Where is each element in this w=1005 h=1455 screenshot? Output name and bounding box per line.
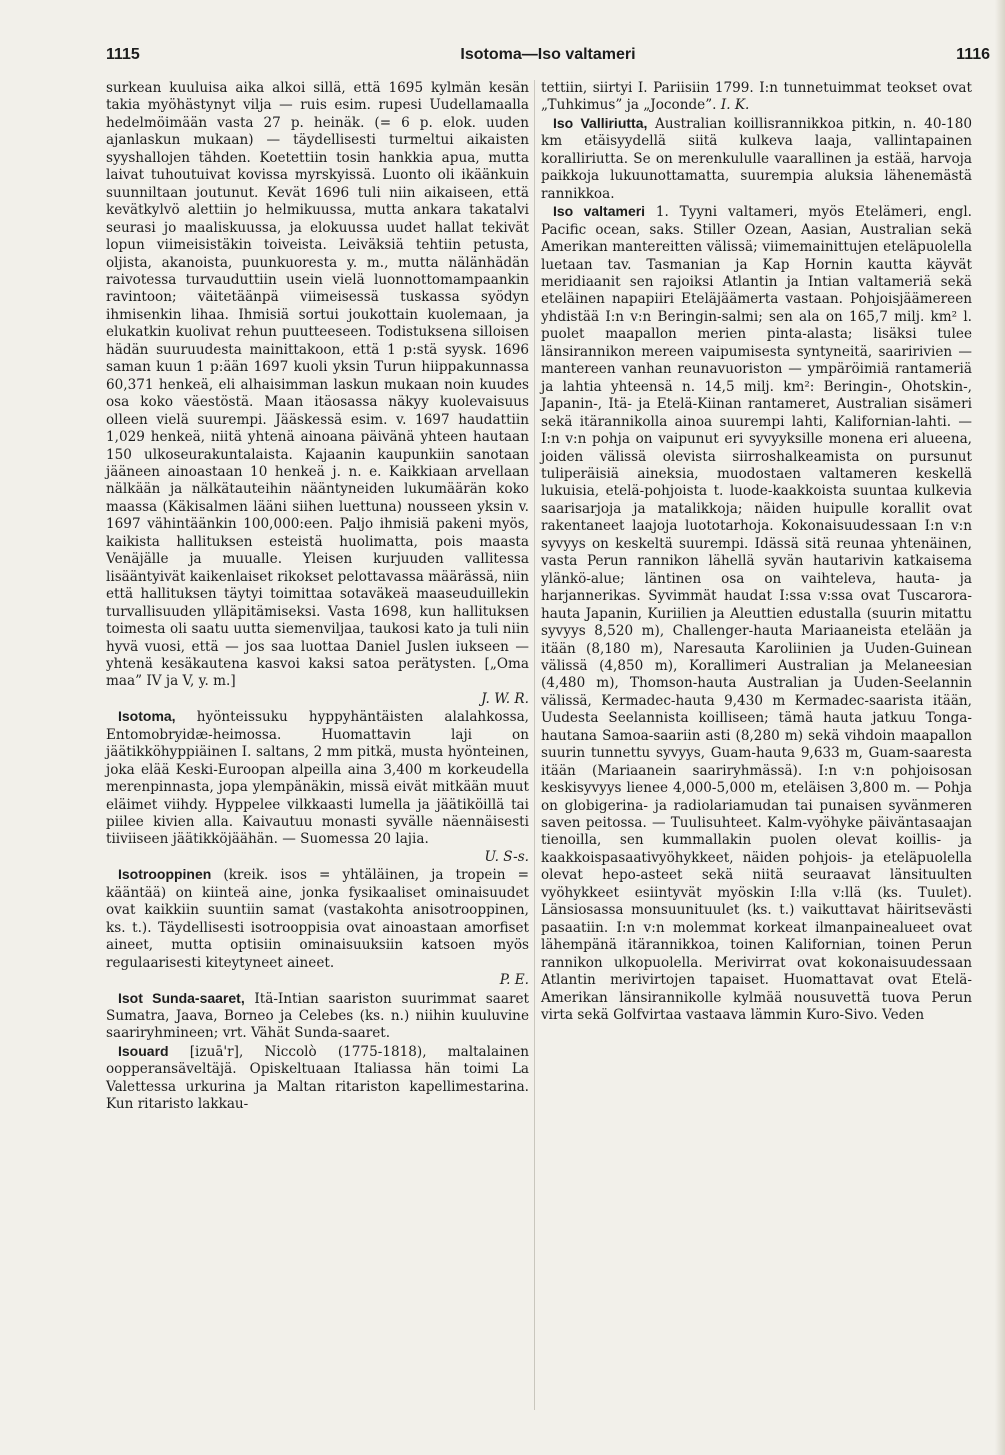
article-entry-isotoma: Isotoma, hyönteissuku hyppyhäntäisten alalahkossa, Entomobryidæ-heimossa. Huomattavin laji on jäätikköhyppiäinen I. saltans, 2 mm pitkä, musta hyönteinen, joka elää Keski-Euroopan alpeilla aina 3,400 m korkeudella merenpinnasta, jopa ylempänäkin, missä eivät mitkään muut eläimet viihdy. Hyppelee vilkkaasti lumella ja jäätiköillä tai piilee kivien alla. Kaivautuu monasti syvälle näennäisesti tiiviiseen jäätikköjäähän. — Suomessa 20 lajia. U. S-s.	[106, 708, 529, 865]
page-number-left: 1115	[106, 46, 140, 63]
author-signature: I. K.	[720, 97, 750, 114]
article-entry-isotrooppinen: Isotrooppinen (kreik. isos = yhtäläinen, ja tropein = kääntää) on kiinteä aine, jonka fysikaaliset ominaisuudet ovat kaikkiin suuntiin samat (vastakohta anisotrooppinen, ks. t.). Täydellisesti isotrooppisia ovat ainoastaan amorfiset aineet, mutta optisiin ominaisuuksiin katsoen myös regulaarisesti kiteytyneet aineet. P. E.	[106, 866, 529, 989]
column-divider	[534, 80, 535, 1410]
headword: Isotrooppinen	[118, 866, 212, 883]
page-binding-edge	[995, 0, 1005, 1455]
headword: Isouard	[118, 1042, 169, 1059]
article-entry-iso-valliriutta: Iso Valliriutta, Australian koillisrannikkoa pitkin, n. 40-180 km etäisyydellä siitä kulkeva laaja, vallintapainen koralliriutta. Se on merenkululle vaarallinen ja estää, harvoja paikkoja lukuunottamatta, suurempia aluksia lähenemästä rannikkoa.	[541, 114, 973, 202]
headword: Isot Sunda-saaret,	[118, 989, 245, 1006]
author-signature: J. W. R.	[481, 690, 529, 707]
page-number-right: 1116	[956, 46, 990, 63]
article-entry-isot-sunda-saaret: Isot Sunda-saaret, Itä-Intian saariston suurimmat saaret Sumatra, Jaava, Borneo ja Celebes (ks. n.) niihin kuuluvine saariryhmineen; vrt. Vähät Sunda-saaret.	[106, 989, 529, 1042]
author-signature: U. S-s.	[484, 848, 529, 865]
article-entry-iso-valtameri: Iso valtameri 1. Tyyni valtameri, myös Etelämeri, engl. Pacific ocean, saks. Stiller Ozean, Aasian, Australian sekä Amerikan mantereitten välissä; viimemainittujen eteläpuolella luetaan tav. Tasmanian ja Kap Hornin kautta käyvät meridiaanit sen rajoiksi Atlantin ja Intian valtameriä sekä eteläinen napapiiri Eteläjäämerta vastaan. Pohjoisjäämereen yhdistää I:n v:n Beringin-salmi; sen ala on 165,7 milj. km² l. puolet maapallon merien pinta-alasta; lisäksi tulee länsirannikon mereen vaipumisesta syntyneitä, saaririvien — mantereen vanhan reunavuoriston — ympäröimiä rantameriä ja lahtia yhteensä n. 14,5 milj. km²: Beringin-, Ohotskin-, Japanin-, Itä- ja Etelä-Kiinan rantameret, Australian sisämeri sekä itärannikolla ainoa suurempi lahti, Kalifornian-lahti. — I:n v:n pohja on vaipunut eri syvyyksille monena eri alueena, joiden välissä olevista siirroshalkeamista on pursunut tuliperäisiä aineksia, muodostaen valtameren keskellä lukuisia, etelä-pohjoista t. luode-kaakkoista suuntaa kulkevia saarisarjoja ja matalikkoja; näiden huipulle korallit ovat rakentaneet laajoja luototarhoja. Kokonaisuudessaan I:n v:n syvyys on keskeltä suurempi. Idässä sitä reunaa yhtenäinen, vasta Perun rannikon lähellä syvän hautarivin katkaisema ylänkö-alue; läntinen osa on vaihteleva, hauta- ja harjannerikas. Syvimmät haudat I:ssa v:ssa ovat Tuscarora-hauta Japanin, Kuriilien ja Aleuttien edustalla (suurin mitattu syvyys 8,520 m), Challenger-hauta Mariaaneista etelään ja itään (8,180 m), Naresauta Karoliinien ja Uuden-Guinean välissä (4,850 m), Korallimeri Australian ja Melaneesian (4,480 m), Thomson-hauta Australian ja Uuden-Seelannin välissä, Kermadec-hauta 9,430 m Kermadec-saarista itään, Uudesta Seelannista koilliseen; tämä hauta jatkuu Tonga-hautana Samoa-saariin asti (8,280 m) sekä vihdoin maapallon suurin tunnettu syvyys, Guam-hauta 9,633 m, Guam-saaresta itään (Mariaanein saariryhmässä). I:n v:n pohjoisosan keskisyvyys lienee 4,000-5,000 m, eteläisen 3,800 m. — Pohja on globigerina- ja radiolariamudan tai punaisen syvänmeren saven peitossa. — Tuulisuhteet. Kalm-vyöhyke päiväntasaajan tienoilla, sen kummallakin puolen olevat koillis- ja kaakkoispasaativyöhykkeet, näiden pohjois- ja eteläpuolella olevat hepo-asteet sekä niitä seuraavat länsituulten vyöhykkeet esiintyvät myöskin I:lla v:llä (ks. Tuulet). Länsiosassa monsuunituulet (ks. t.) vaikuttavat häiritsevästi pasaatiin. I:n v:n molemmat korkeat ilmanpainealueet ovat lähempänä itärannikkoa, toinen Kalifornian, toinen Perun rannikon ulkopuolella. Merivirrat ovat kokonaisuudessaan Atlantin merivirtojen tapaiset. Huomattavat ovat Etelä-Amerikan länsirannikolle kylmää nousuvettä tuova Perun virta sekä Golfvirtaa vastaava lämmin Kuro-Sivo. Veden	[541, 203, 972, 1024]
article-entry-isouard: Isouard [izuā'r], Niccolò (1775-1818), maltalainen oopperansäveltäjä. Opiskeltuaan Italiassa hän toimi La Valettessa urkurina ja Maltan ritariston kapellimestarina. Kun ritaristo lakkau-	[106, 1042, 529, 1113]
headword: Isotoma,	[118, 708, 176, 725]
running-title: Isotoma—Iso valtameri	[460, 46, 636, 63]
article-paragraph: tettiin, siirtyi I. Pariisiin 1799. I:n tunnetuimmat teokset ovat „Tuhkimus” ja „Joconde”. I. K.	[541, 80, 972, 114]
left-column	[106, 80, 529, 1114]
article-paragraph: surkean kuuluisa aika alkoi sillä, että 1695 kylmän kesän takia myöhästynyt vilja — ruis esim. rupesi Uudellamaalla hedelmöimään vasta 27 p. heinäk. (= 6 p. elok. uuden ajanlaskun mukaan) — täydellisesti turmeltui aikaisten syyshallojen tähden. Koetettiin tosin hankkia apua, mutta laivat tuhoutuivat kovissa myrskyissä. Luonto oli ikäänkuin suunniltaan joutunut. Kevät 1696 tuli niin aikaiseen, että kevätkylvö alettiin jo helmikuussa, mutta ankara takatalvi seurasi jo maaliskuussa, ja elokuussa uudet hallat tekivät lopun viimeisistäkin toiveista. Leiväksiä tehtiin petusta, oljista, akanoista, puunkuoresta y. m., mutta nälänhädän raivotessa turvauduttiin usein vielä luonnottomampaankin ravintoon; väitetäänpä viimeisessä tuskassa syödyn ihmisenkin lihaa. Ihmisiä sortui joukottain kuolemaan, ja elukatkin kuolivat rehun puutteeseen. Todistuksena silloisen hädän suuruudesta mainittakoon, että 1 p:stä syysk. 1696 saman kuun 1 p:ään 1697 kuoli yksin Turun hiippakunnassa 60,371 henkeä, eli alhaisimman laskun mukaan noin kuudes osa koko väestöstä. Maan itäosassa näkyy kuolevaisuus olleen vielä suurempi. Jääskessä esim. v. 1697 haudattiin 1,029 henkeä, niitä yhtenä ainoana päivänä yhteen hautaan 150 ulkoseurakuntalaista. Kajaanin kaupunkiin sanotaan jääneen ainoastaan 10 henkeä j. n. e. Kaikkiaan arvellaan nälkään ja nälkätauteihin nääntyneiden lukumäärän koko maassa (Käkisalmen lääni siihen luettuna) nousseen yksin v. 1697 vähintäänkin 100,000:een. Paljo ihmisiä pakeni myös, kaikista hallituksen esteistä huolimatta, pois maasta Venäjälle ja muualle. Yleisen kurjuuden vallitessa lisääntyivät kaikenlaiset rikokset pelottavassa määrässä, niin että hallituksen täytyi toimittaa sotaväkeä maaseuduillekin turvallisuuden ylläpitämiseksi. Vasta 1698, kun hallituksen toimesta oli saatu uutta siemenviljaa, taukosi kato ja tuli niin hyvä vuosi, että — jos saa luottaa Daniel Juslen iukseen — yhtenä kesäkautena kasvoi kaksi satoa perätysten. [„Oma maa” IV ja V, y. m.] J. W. R.	[106, 80, 529, 707]
page-header	[106, 46, 990, 68]
headword: Iso Valliriutta,	[553, 114, 648, 131]
right-column	[541, 80, 972, 1024]
headword: Iso valtameri	[553, 203, 646, 220]
author-signature: P. E.	[499, 972, 529, 989]
